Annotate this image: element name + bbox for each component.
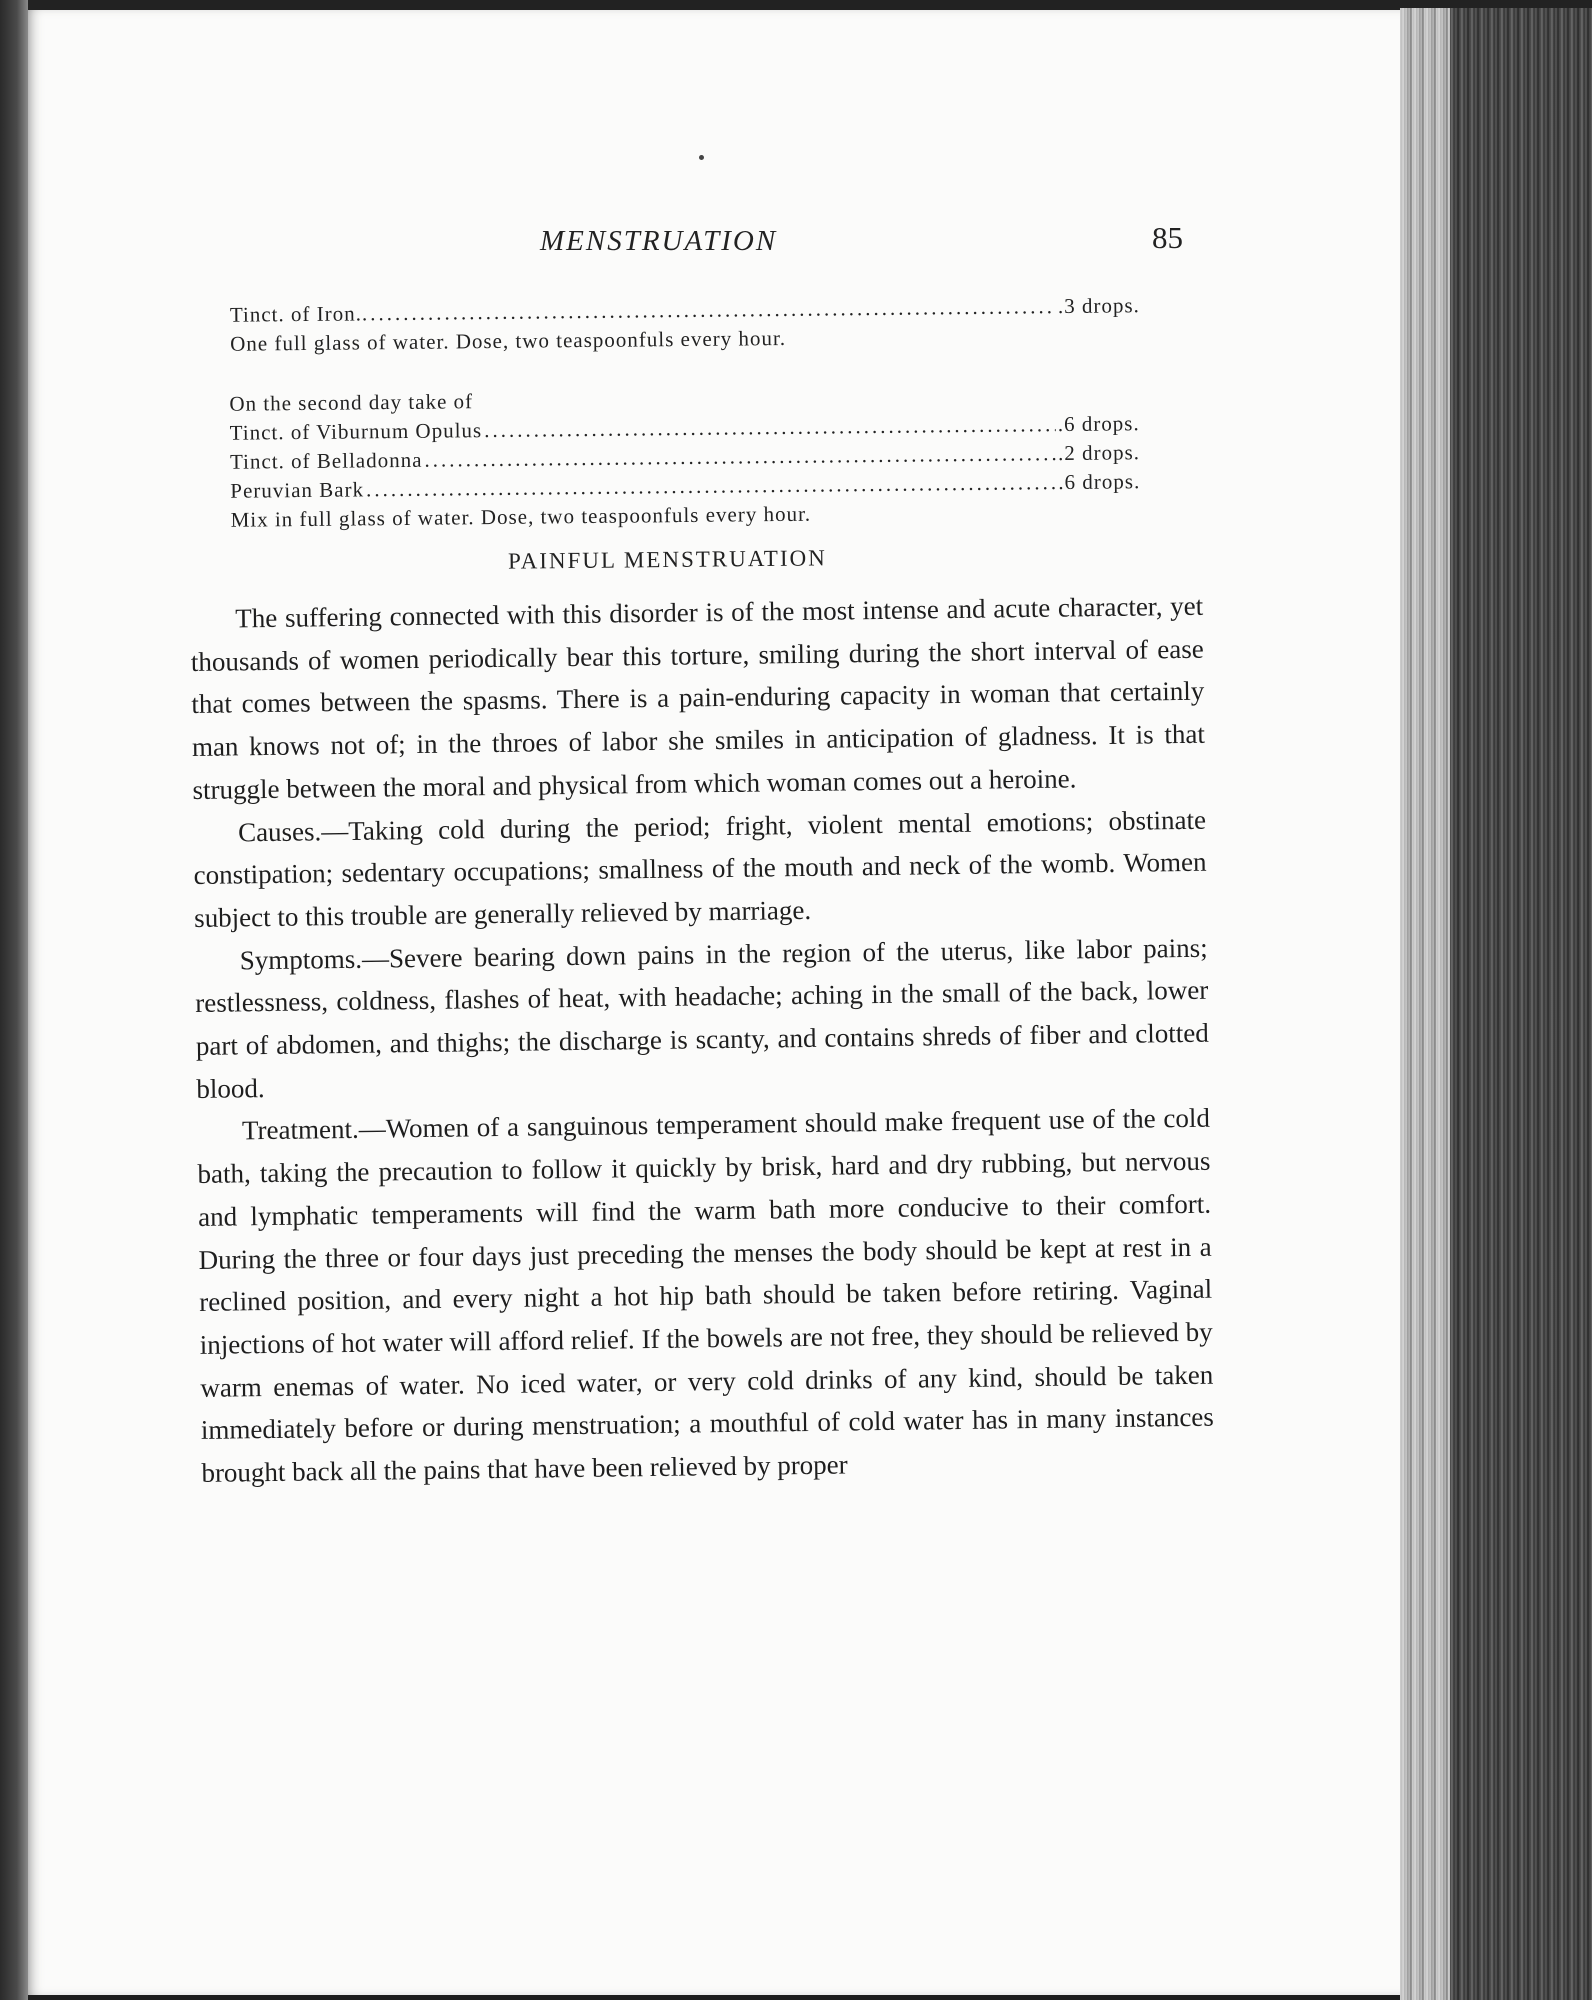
paragraph-symptoms: Symptoms.—Severe bearing down pains in the region of the uterus, like labor pains; restlessness, coldness, flashes of heat, with headache; aching in the small of the back, lower part of abdomen, and thighs; the discharge is scanty, and contains shreds of fiber and clotted blood. <box>195 932 1209 1104</box>
ingredient-quantity: .6 drops. <box>1058 469 1141 495</box>
recipe-intro: On the second day take of <box>229 389 474 416</box>
ingredient-quantity: .2 drops. <box>1057 440 1141 466</box>
recipe-note: Mix in full glass of water. Dose, two teaspoonfuls every hour. <box>230 501 812 532</box>
book-page-edges <box>1400 8 1592 2000</box>
ink-speck <box>699 155 704 160</box>
ingredient-name: Tinct. of Viburnum Opulus <box>229 418 483 445</box>
recipe-note: One full glass of water. Dose, two teaspoonfuls every hour. <box>230 325 787 356</box>
ingredient-quantity: .6 drops. <box>1057 411 1140 437</box>
running-head: MENSTRUATION <box>540 225 778 257</box>
paragraph-treatment: Treatment.—Women of a sanguinous temperament should make frequent use of the cold bath, taking the precaution to follow it quickly by brisk, hard and dry rubbing, but nervous and lymphatic temperaments will find the warm bath more conducive to their comfort. During the three or four days just preceding the menses the body should be kept at rest in a reclined position, and every night a hot hip bath should be taken before retiring. Vaginal injections of hot water will afford relief. If the bowels are not free, they should be relieved by warm enemas of water. No iced water, or very cold drinks of any kind, should be taken immediately before or during menstruation; a mouthful of cold water has in many instances brought back all the pains that have been relieved by proper <box>197 1103 1215 1488</box>
paragraph-intro: The suffering connected with this disorder is of the most intense and acute character, yet thousands of women periodically bear this torture, smiling during the short interval of ease that comes between the spasms. There is a pain-enduring capacity in woman that certainly man knows not of; in the throes of labor she smiles in anticipation of gladness. It is that struggle between the moral and physical from which woman comes out a heroine. <box>190 590 1206 805</box>
ingredient-quantity: .3 drops. <box>1057 293 1140 319</box>
recipe-first-day <box>230 291 1141 359</box>
section-heading: PAINFUL MENSTRUATION <box>507 545 827 574</box>
ingredient-name: Peruvian Bark <box>230 477 365 503</box>
paragraph-causes: Causes.—Taking cold during the period; fright, violent mental emotions; obstinate constipation; sedentary occupations; smallness of the mouth and neck of the womb. Women subject to this trouble are generally relieved by marriage. <box>193 804 1207 933</box>
book-binding-shadow <box>0 0 28 2000</box>
recipe-second-day <box>229 380 1140 535</box>
ingredient-name: Tinct. of Belladonna <box>229 447 423 474</box>
ingredient-name: Tinct. of Iron.. <box>229 301 369 327</box>
section-body <box>190 585 1215 1495</box>
page-number: 85 <box>1152 220 1183 255</box>
